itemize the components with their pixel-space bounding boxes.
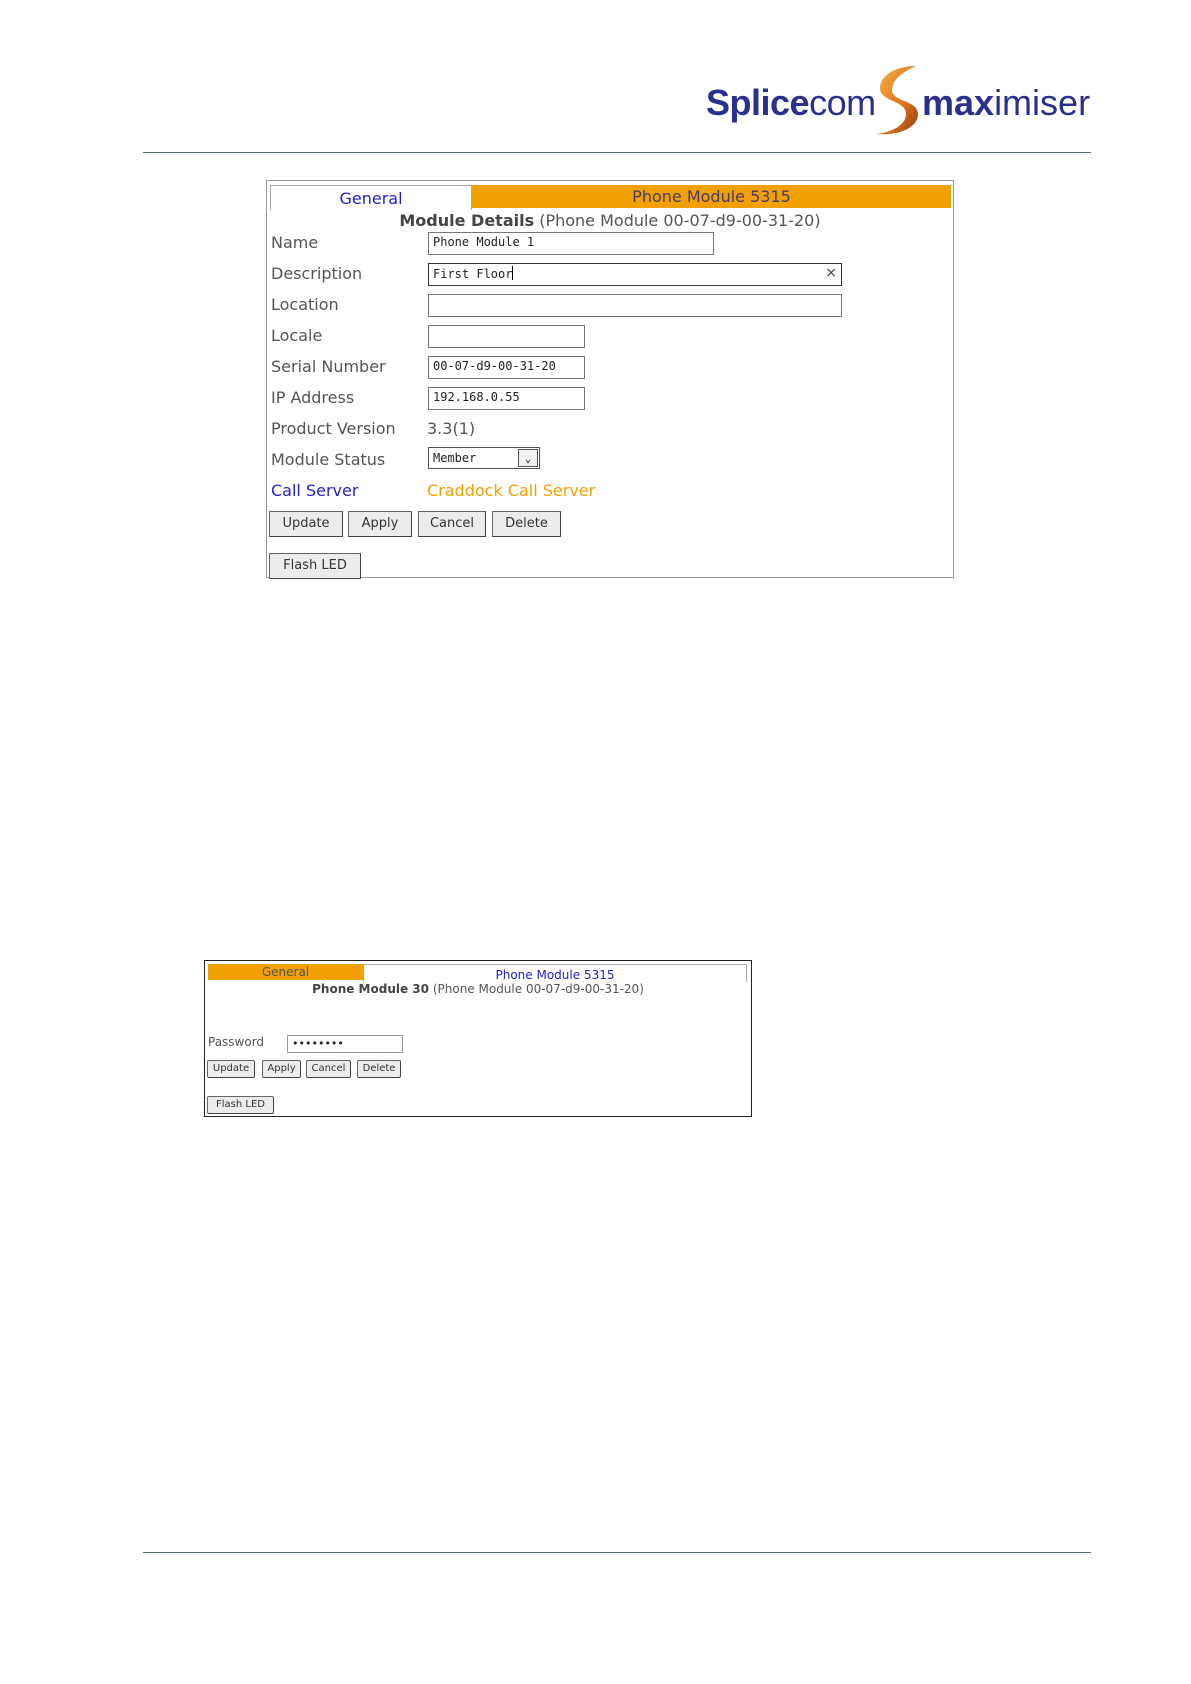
splicecom-maximiser-logo: [700, 60, 1090, 142]
locale-input[interactable]: [428, 325, 585, 348]
maximiser-wordmark: maximiser: [922, 82, 1091, 123]
text-cursor: [512, 266, 513, 280]
password-panel: [204, 960, 752, 1117]
call-server-link[interactable]: Craddock Call Server: [427, 481, 596, 500]
clear-icon[interactable]: ×: [825, 265, 837, 281]
delete-button[interactable]: Delete: [357, 1060, 401, 1078]
module-status-value: Member: [433, 451, 477, 465]
serial-number-label: Serial Number: [271, 357, 386, 376]
delete-button[interactable]: Delete: [492, 511, 561, 537]
module-details-panel: [266, 180, 954, 578]
tab-phone-module[interactable]: Phone Module 5315: [363, 964, 747, 982]
update-button[interactable]: Update: [207, 1060, 255, 1078]
tab-general[interactable]: General: [270, 185, 472, 210]
cancel-button[interactable]: Cancel: [418, 511, 486, 537]
tab-general[interactable]: General: [208, 964, 363, 980]
name-input[interactable]: Phone Module 1: [428, 232, 714, 255]
apply-button[interactable]: Apply: [262, 1060, 301, 1078]
ip-address-input[interactable]: 192.168.0.55: [428, 387, 585, 410]
header-divider: [143, 152, 1091, 153]
description-input[interactable]: First Floor ×: [428, 263, 842, 286]
module-status-label: Module Status: [271, 450, 386, 469]
panel-heading: Phone Module 30 (Phone Module 00-07-d9-00-31-20): [312, 982, 644, 996]
description-label: Description: [271, 264, 363, 283]
call-server-label[interactable]: Call Server: [271, 481, 359, 500]
chevron-down-icon[interactable]: ⌄: [518, 449, 538, 467]
footer-divider: [143, 1552, 1091, 1553]
module-status-select[interactable]: [428, 447, 540, 469]
panel-heading: Module Details (Phone Module 00-07-d9-00-31-20): [399, 211, 821, 230]
ip-address-label: IP Address: [271, 388, 355, 407]
swoosh-s-icon: [868, 62, 922, 138]
flash-led-button[interactable]: Flash LED: [207, 1096, 274, 1114]
apply-button[interactable]: Apply: [348, 511, 412, 537]
flash-led-button[interactable]: Flash LED: [269, 553, 361, 579]
update-button[interactable]: Update: [269, 511, 343, 537]
name-label: Name: [271, 233, 319, 252]
location-input[interactable]: [428, 294, 842, 317]
location-label: Location: [271, 295, 339, 314]
tab-phone-module[interactable]: Phone Module 5315: [472, 185, 951, 208]
splicecom-wordmark: Splicecom: [706, 82, 876, 123]
cancel-button[interactable]: Cancel: [306, 1060, 351, 1078]
password-label: Password: [208, 1035, 265, 1049]
password-input[interactable]: ••••••••: [287, 1035, 403, 1053]
locale-label: Locale: [271, 326, 323, 345]
serial-number-input[interactable]: 00-07-d9-00-31-20: [428, 356, 585, 379]
product-version-value: 3.3(1): [427, 419, 476, 438]
product-version-label: Product Version: [271, 419, 396, 438]
